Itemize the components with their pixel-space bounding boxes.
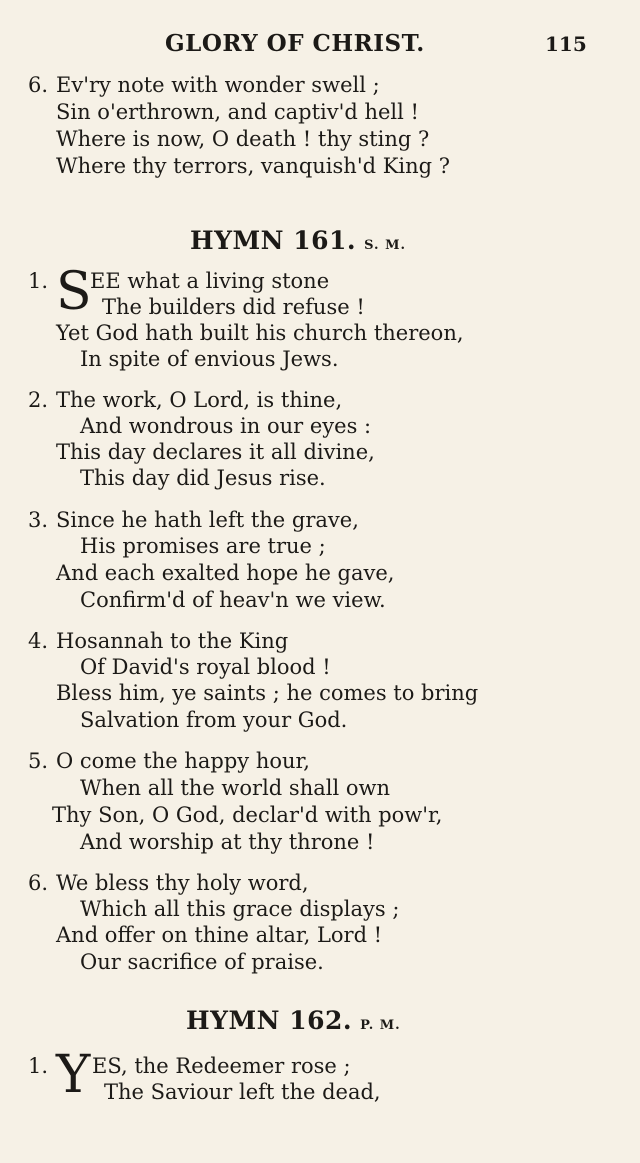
hymn-meter: S. M. [364, 238, 406, 253]
verse-line: ES, the Redeemer rose ; [92, 1054, 351, 1078]
verse-number: 5. [28, 749, 49, 773]
verse-number: 2. [28, 388, 49, 412]
verse-line: Confirm'd of heav'n we view. [80, 588, 386, 612]
hymn-162-heading [186, 1006, 401, 1035]
verse-line: Since he hath left the grave, [56, 508, 359, 532]
running-head [0, 30, 640, 60]
verse-line: The Saviour left the dead, [104, 1080, 381, 1104]
verse-line: EE what a living stone [90, 269, 330, 293]
verse-line: And offer on thine altar, Lord ! [56, 923, 383, 947]
verse-line: This day did Jesus rise. [80, 466, 326, 490]
verse-line: The work, O Lord, is thine, [56, 388, 343, 412]
verse-number: 1. [28, 1054, 49, 1078]
verse-number: 1. [28, 269, 49, 293]
drop-cap: Y [56, 1045, 91, 1105]
hymn-161-heading [190, 226, 406, 255]
verse-line: Bless him, ye saints ; he comes to bring [56, 681, 479, 705]
verse-number: 3. [28, 508, 49, 532]
verse-line: We bless thy holy word, [56, 871, 309, 895]
hymn-meter: P. M. [360, 1018, 401, 1033]
verse-line: Salvation from your God. [80, 708, 348, 732]
verse-line: His promises are true ; [80, 534, 326, 558]
verse-line: Hosannah to the King [56, 629, 289, 653]
verse-line: Sin o'erthrown, and captiv'd hell ! [56, 100, 419, 124]
verse-line: Where thy terrors, vanquish'd King ? [56, 154, 451, 178]
verse-line: Of David's royal blood ! [80, 655, 331, 679]
verse-number: 4. [28, 629, 49, 653]
verse-line: In spite of envious Jews. [80, 347, 339, 371]
verse-line: Thy Son, O God, declar'd with pow'r, [52, 803, 443, 827]
verse-line: O come the happy hour, [56, 749, 310, 773]
verse-number: 6. [28, 73, 49, 97]
verse-line: The builders did refuse ! [102, 295, 365, 319]
hymn-title: HYMN 162. [186, 1006, 353, 1035]
verse-line: Which all this grace displays ; [80, 897, 400, 921]
verse-line: And wondrous in our eyes : [80, 414, 372, 438]
verse-line: Yet God hath built his church thereon, [56, 321, 464, 345]
page-number: 115 [545, 32, 587, 56]
verse-line: Our sacrifice of praise. [80, 950, 324, 974]
verse-line: And worship at thy throne ! [80, 830, 375, 854]
drop-cap: S [56, 262, 92, 322]
page-title: GLORY OF CHRIST. [165, 30, 425, 57]
verse-line: This day declares it all divine, [56, 440, 375, 464]
verse-number: 6. [28, 871, 49, 895]
verse-line: And each exalted hope he gave, [56, 561, 395, 585]
verse-line: Where is now, O death ! thy sting ? [56, 127, 430, 151]
hymn-title: HYMN 161. [190, 226, 357, 255]
verse-line: Ev'ry note with wonder swell ; [56, 73, 380, 97]
verse-line: When all the world shall own [80, 776, 390, 800]
